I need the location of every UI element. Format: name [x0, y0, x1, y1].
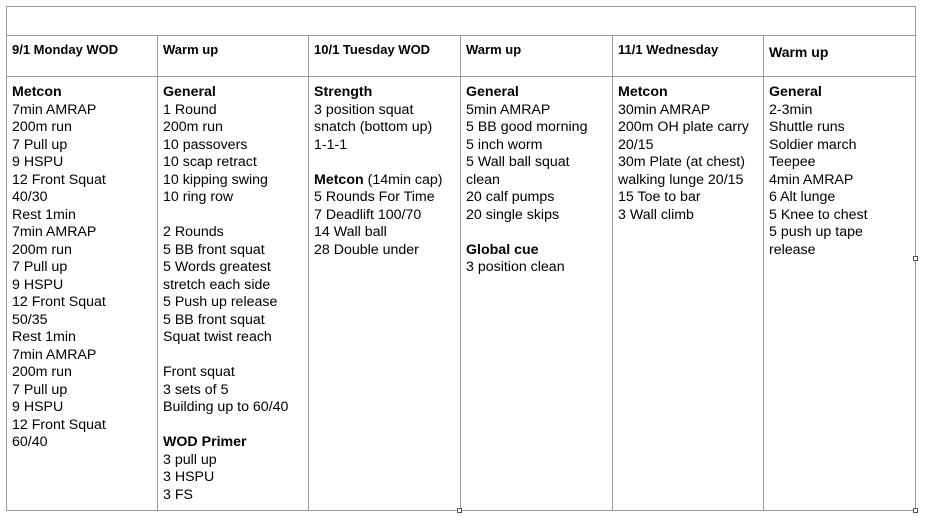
workout-line [12, 207, 151, 225]
workout-line [163, 294, 302, 312]
line-text: Metcon [314, 171, 364, 188]
line-text: 15 Toe to bar [618, 189, 701, 205]
workout-line [314, 137, 454, 155]
workout-line [163, 224, 302, 242]
table-border-top [6, 6, 915, 7]
workout-line [769, 119, 909, 137]
line-text: 7 Deadlift 100/70 [314, 206, 422, 223]
line-text: General [163, 84, 216, 100]
line-text: 200m OH plate carry [618, 119, 749, 135]
line-text: 6 Alt lunge [769, 189, 836, 205]
workout-line [163, 347, 302, 365]
workout-line [163, 172, 302, 190]
line-text: Metcon [12, 84, 62, 100]
workout-line [163, 119, 302, 137]
section-heading [163, 434, 302, 452]
workout-line [618, 137, 757, 155]
workout-line [12, 417, 151, 435]
workout-line [314, 189, 454, 207]
line-text: 28 Double under [314, 241, 419, 258]
section-heading [163, 84, 302, 102]
line-text: walking lunge 20/15 [618, 171, 744, 188]
section-heading [466, 84, 606, 102]
line-text: 7 Pull up [12, 381, 68, 398]
line-text: 7 Pull up [12, 136, 68, 153]
line-text: 5 push up tape [769, 224, 863, 240]
resize-handle-bottom-right[interactable] [913, 508, 918, 513]
line-text: 3 Wall climb [618, 206, 694, 223]
line-text: 9 HSPU [12, 399, 64, 415]
line-text: Rest 1min [12, 206, 76, 223]
line-text: 20/15 [618, 136, 654, 153]
line-text: release [769, 241, 816, 258]
body-cell-wednesday-wod[interactable] [612, 84, 763, 224]
line-text: 3 position clean [466, 259, 565, 275]
body-cell-monday-warm-up[interactable] [157, 84, 308, 504]
line-text: 5 inch worm [466, 136, 543, 153]
header-cell-warm-up-1[interactable]: Warm up [163, 42, 219, 57]
line-text: stretch each side [163, 276, 271, 293]
line-text: 20 calf pumps [466, 189, 555, 205]
workout-line [163, 329, 302, 347]
workout-line [314, 224, 454, 242]
line-text: 12 Front Squat [12, 294, 106, 310]
workout-line [163, 452, 302, 470]
line-text: 20 single skips [466, 206, 560, 223]
line-text: 200m run [12, 364, 72, 380]
line-text: 10 scap retract [163, 154, 257, 170]
line-text: Metcon [618, 84, 668, 100]
section-heading [314, 84, 454, 102]
line-text: 3 FS [163, 486, 193, 503]
line-text: 1-1-1 [314, 136, 348, 153]
section-heading [466, 242, 606, 260]
workout-line [769, 172, 909, 190]
line-text: 2-3min [769, 101, 813, 118]
workout-line [12, 312, 151, 330]
line-text: 60/40 [12, 434, 48, 450]
workout-line [12, 242, 151, 260]
resize-handle-right[interactable] [913, 256, 918, 261]
line-text: 10 passovers [163, 136, 248, 153]
workout-line [466, 137, 606, 155]
line-text: 7 Pull up [12, 259, 68, 275]
workout-line [618, 154, 757, 172]
workout-line [314, 119, 454, 137]
line-text: Building up to 60/40 [163, 399, 289, 415]
workout-line [12, 399, 151, 417]
section-heading [12, 84, 151, 102]
line-text: 5min AMRAP [466, 101, 551, 118]
workout-line [163, 137, 302, 155]
workout-line [618, 207, 757, 225]
workout-line [314, 154, 454, 172]
workout-line [12, 154, 151, 172]
line-text: Front squat [163, 364, 235, 380]
workout-line [12, 119, 151, 137]
workout-line [12, 347, 151, 365]
line-text: 5 Rounds For Time [314, 189, 435, 205]
line-text: snatch (bottom up) [314, 119, 433, 135]
workout-line [12, 259, 151, 277]
workout-line [618, 172, 757, 190]
workout-line [314, 102, 454, 120]
workout-line [769, 102, 909, 120]
section-heading [618, 84, 757, 102]
line-text: 7min AMRAP [12, 224, 97, 240]
workout-line [769, 154, 909, 172]
workout-line [466, 154, 606, 172]
body-cell-wednesday-warm-up[interactable] [763, 84, 915, 259]
line-text: 5 BB front squat [163, 241, 265, 258]
workout-line [163, 259, 302, 277]
workout-line [12, 224, 151, 242]
workout-line [466, 224, 606, 242]
line-text: Strength [314, 84, 373, 100]
workout-line [12, 294, 151, 312]
workout-line [618, 189, 757, 207]
workout-line [769, 224, 909, 242]
workout-line [12, 189, 151, 207]
workout-line [163, 382, 302, 400]
workout-line [163, 312, 302, 330]
body-cell-tuesday-warm-up[interactable] [460, 84, 612, 277]
workout-line [12, 137, 151, 155]
line-text: 12 Front Squat [12, 171, 106, 188]
line-text: 7min AMRAP [12, 346, 97, 363]
line-text: 5 BB good morning [466, 119, 588, 135]
workout-line [466, 119, 606, 137]
line-text: 4min AMRAP [769, 171, 854, 188]
workout-line [12, 329, 151, 347]
line-text: Soldier march [769, 136, 857, 153]
line-text: Rest 1min [12, 329, 76, 345]
workout-line [466, 102, 606, 120]
workout-line [163, 399, 302, 417]
workout-line [163, 417, 302, 435]
workout-line [12, 277, 151, 295]
workout-line [163, 207, 302, 225]
workout-line [769, 137, 909, 155]
line-text: 200m run [12, 241, 72, 258]
workout-line [12, 172, 151, 190]
workout-line [163, 242, 302, 260]
line-text: 1 Round [163, 101, 217, 118]
line-text: 40/30 [12, 189, 48, 205]
workout-line [163, 277, 302, 295]
line-text: Teepee [769, 154, 816, 170]
line-text: 9 HSPU [12, 276, 64, 293]
line-text: 3 pull up [163, 451, 217, 468]
line-text: 5 BB front squat [163, 311, 265, 328]
workout-line [769, 207, 909, 225]
line-text: 7min AMRAP [12, 101, 97, 118]
line-text: Shuttle runs [769, 119, 845, 135]
workout-line [12, 102, 151, 120]
line-text: 3 sets of 5 [163, 381, 229, 398]
line-text: WOD Primer [163, 434, 247, 450]
workout-line [12, 364, 151, 382]
section-heading [769, 84, 909, 102]
header-cell-warm-up-2[interactable]: Warm up [466, 42, 522, 57]
line-text: 30min AMRAP [618, 101, 711, 118]
workout-line [163, 189, 302, 207]
line-text: 2 Rounds [163, 224, 224, 240]
header-cell-warm-up-3[interactable]: Warm up [769, 44, 829, 60]
line-text: 50/35 [12, 311, 48, 328]
workout-line [314, 242, 454, 260]
line-text: 3 position squat [314, 101, 414, 118]
workout-line [163, 154, 302, 172]
line-text: 5 Knee to chest [769, 206, 868, 223]
workout-line [163, 487, 302, 505]
line-text: 12 Front Squat [12, 416, 106, 433]
line-text: 30m Plate (at chest) [618, 154, 745, 170]
line-text: 5 Push up release [163, 294, 278, 310]
body-cell-monday-wod[interactable] [6, 84, 157, 452]
workout-line [314, 207, 454, 225]
body-cell-tuesday-wod[interactable] [308, 84, 460, 259]
workout-line [618, 102, 757, 120]
header-cell-9-1-monday[interactable]: 9/1 Monday WOD [12, 42, 119, 57]
workout-line [769, 242, 909, 260]
workout-line [618, 119, 757, 137]
line-text: Squat twist reach [163, 329, 272, 345]
line-text: 3 HSPU [163, 469, 215, 485]
line-text: 5 Words greatest [163, 259, 271, 275]
line-text: 5 Wall ball squat [466, 154, 570, 170]
line-text: General [466, 84, 519, 100]
resize-handle-bottom[interactable] [457, 508, 462, 513]
workout-line [466, 172, 606, 190]
workout-line [769, 189, 909, 207]
section-heading [314, 172, 454, 190]
workout-line [466, 259, 606, 277]
line-suffix: (14min cap) [363, 171, 443, 188]
workout-line [163, 469, 302, 487]
workout-line [12, 434, 151, 452]
line-text: General [769, 84, 822, 100]
line-text: 200m run [163, 119, 223, 135]
workout-line [163, 102, 302, 120]
line-text: 14 Wall ball [314, 224, 387, 240]
workout-line [466, 189, 606, 207]
workout-line [466, 207, 606, 225]
line-text: 10 kipping swing [163, 171, 268, 188]
header-cell-10-1-tuesday[interactable]: 10/1 Tuesday WOD [314, 42, 431, 57]
workout-line [12, 382, 151, 400]
line-text: 10 ring row [163, 189, 234, 205]
line-text: clean [466, 171, 500, 188]
line-text: 9 HSPU [12, 154, 64, 170]
workout-line [163, 364, 302, 382]
header-cell-11-1-wednesday[interactable]: 11/1 Wednesday [618, 42, 719, 57]
line-text: 200m run [12, 119, 72, 135]
line-text: Global cue [466, 241, 539, 258]
